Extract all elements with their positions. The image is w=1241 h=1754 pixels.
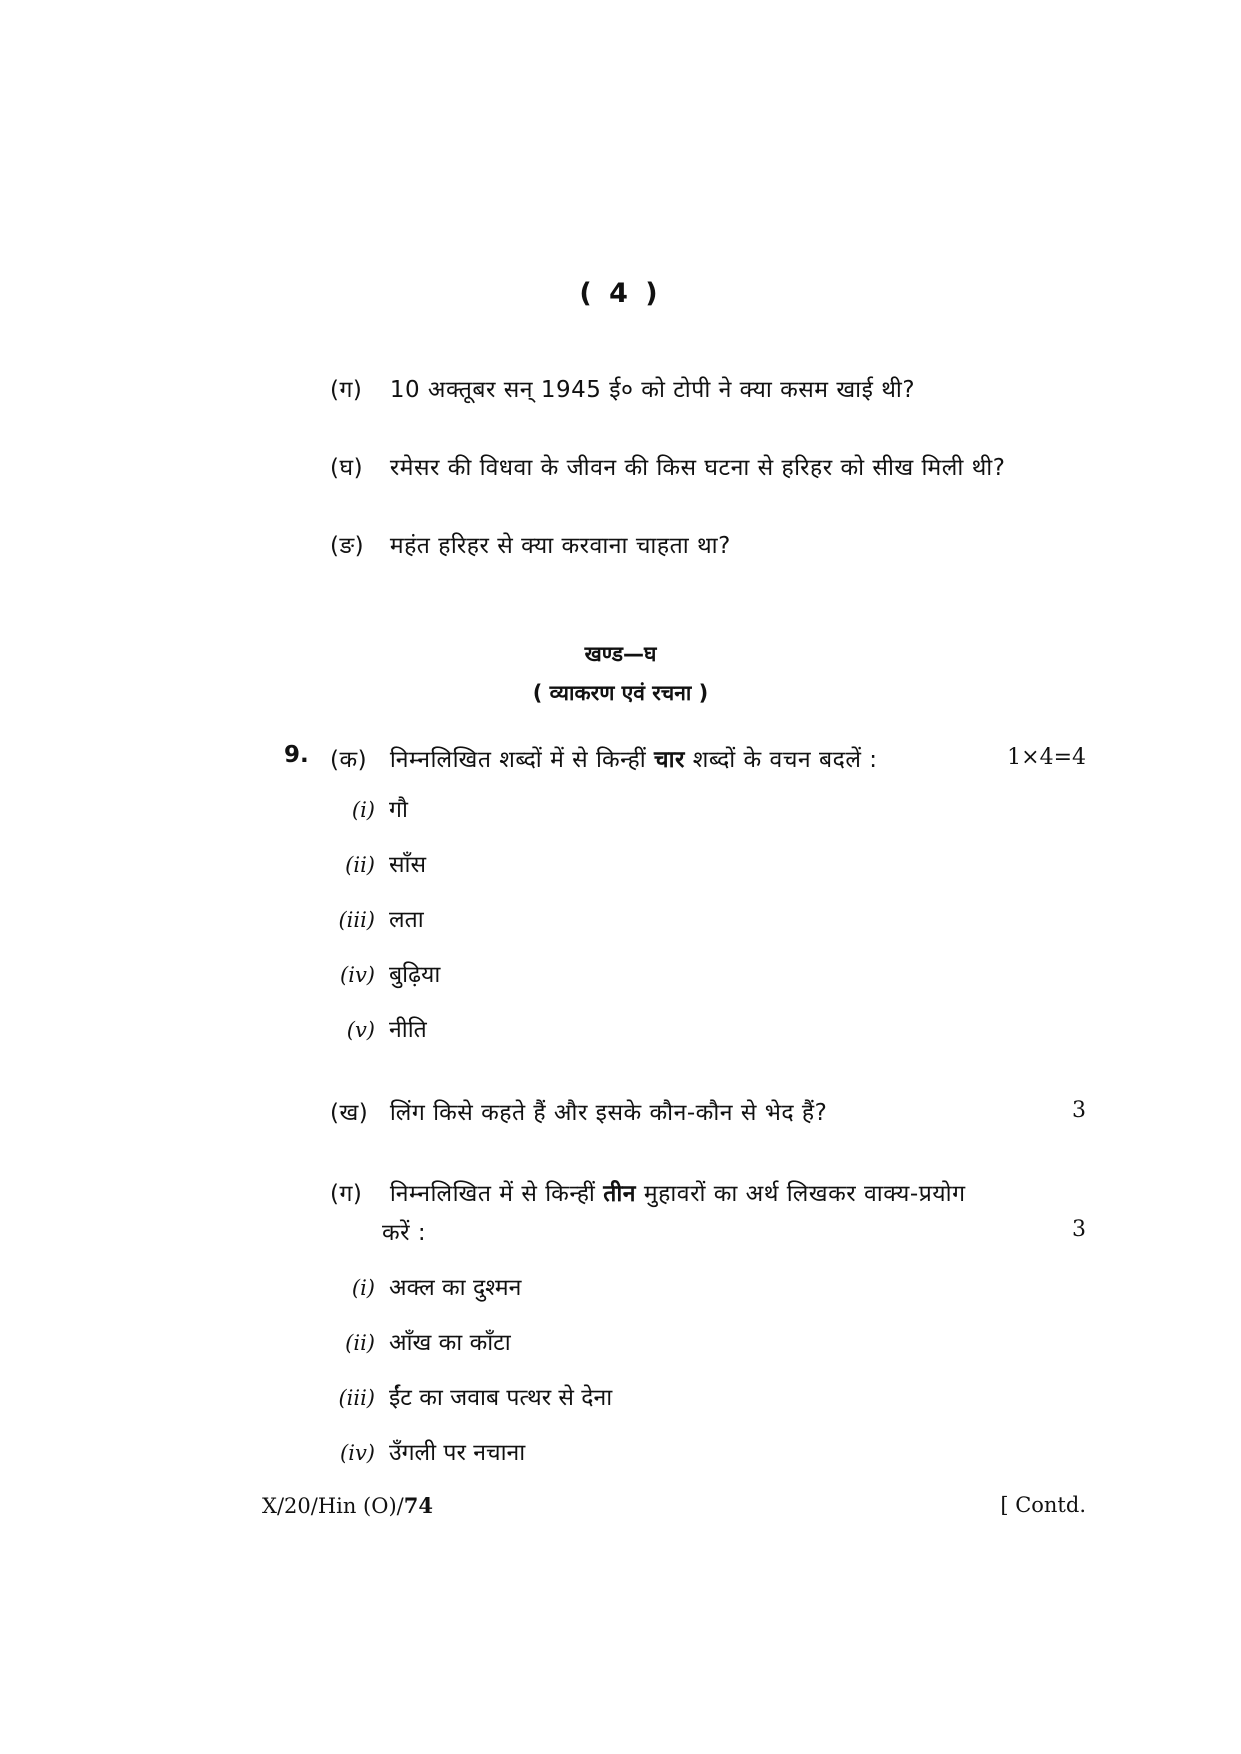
item-numeral: (iv)	[340, 963, 375, 987]
item-text: ईंट का जवाब पत्थर से देना	[389, 1385, 613, 1411]
question-gha	[330, 450, 1005, 482]
question-text: 10 अक्तूबर सन् 1945 ई० को टोपी ने क्या कसम खाई थी?	[389, 377, 916, 403]
item-numeral: (iv)	[340, 1441, 375, 1465]
item-text: लता	[389, 907, 424, 933]
emphasis-word: तीन	[603, 1181, 637, 1207]
question-label: (ग)	[330, 1181, 363, 1207]
section-title: खण्ड—घ	[584, 642, 657, 666]
marks: 3	[1072, 1098, 1086, 1123]
list-item	[325, 957, 440, 989]
paper-code-prefix: X/20/Hin (O)/	[262, 1494, 404, 1518]
item-numeral: (i)	[351, 798, 375, 822]
question-text: लिंग किसे कहते हैं और इसके कौन-कौन से भेद हैं?	[389, 1100, 828, 1126]
item-text: उँगली पर नचाना	[389, 1440, 526, 1466]
marks: 1×4=4	[1007, 745, 1086, 770]
paper-code	[262, 1493, 433, 1518]
list-item	[325, 1380, 612, 1412]
item-numeral: (i)	[351, 1276, 375, 1300]
item-numeral: (iii)	[338, 1386, 375, 1410]
item-text: गौ	[389, 797, 408, 823]
list-item	[325, 1270, 521, 1302]
paper-code-number: 74	[403, 1493, 433, 1518]
item-numeral: (ii)	[345, 853, 375, 877]
question-label: (ङ)	[330, 533, 365, 559]
question-text-cont: शब्दों के वचन बदलें :	[692, 747, 878, 773]
item-numeral: (iii)	[338, 908, 375, 932]
question-text: निम्नलिखित में से किन्हीं	[389, 1181, 596, 1207]
question-label: (क)	[330, 747, 368, 773]
list-item	[325, 1012, 427, 1044]
question-nga	[330, 528, 731, 560]
question-label: (ग)	[330, 377, 363, 403]
item-text: नीति	[389, 1017, 427, 1043]
question-text-cont: मुहावरों का अर्थ लिखकर वाक्य-प्रयोग	[643, 1181, 966, 1207]
question-text: रमेसर की विधवा के जीवन की किस घटना से हरिहर को सीख मिली थी?	[389, 455, 1006, 481]
item-numeral: (v)	[346, 1018, 375, 1042]
question-label: (ख)	[330, 1100, 369, 1126]
list-item	[325, 847, 426, 879]
question-number: 9.	[284, 742, 309, 768]
section-subtitle: ( व्याकरण एवं रचना )	[532, 681, 709, 705]
page-number: ( 4 )	[579, 278, 662, 309]
question-text-line2: करें :	[382, 1220, 427, 1246]
question-9-ka	[330, 742, 878, 774]
question-text: निम्नलिखित शब्दों में से किन्हीं	[389, 747, 647, 773]
list-item	[325, 792, 408, 824]
question-9-ga	[330, 1176, 966, 1208]
item-text: अक्ल का दुश्मन	[389, 1275, 522, 1301]
continued-note: [ Contd.	[1000, 1493, 1086, 1517]
emphasis-word: चार	[653, 747, 685, 773]
question-label: (घ)	[330, 455, 364, 481]
list-item	[325, 902, 424, 934]
list-item	[325, 1435, 525, 1467]
question-ga	[330, 372, 915, 404]
item-text: बुढ़िया	[389, 962, 441, 988]
item-text: आँख का काँटा	[389, 1330, 511, 1356]
list-item	[325, 1325, 511, 1357]
question-9-kha	[330, 1095, 827, 1127]
marks: 3	[1072, 1217, 1086, 1242]
item-numeral: (ii)	[345, 1331, 375, 1355]
question-text: महंत हरिहर से क्या करवाना चाहता था?	[389, 533, 731, 559]
item-text: साँस	[389, 852, 427, 878]
